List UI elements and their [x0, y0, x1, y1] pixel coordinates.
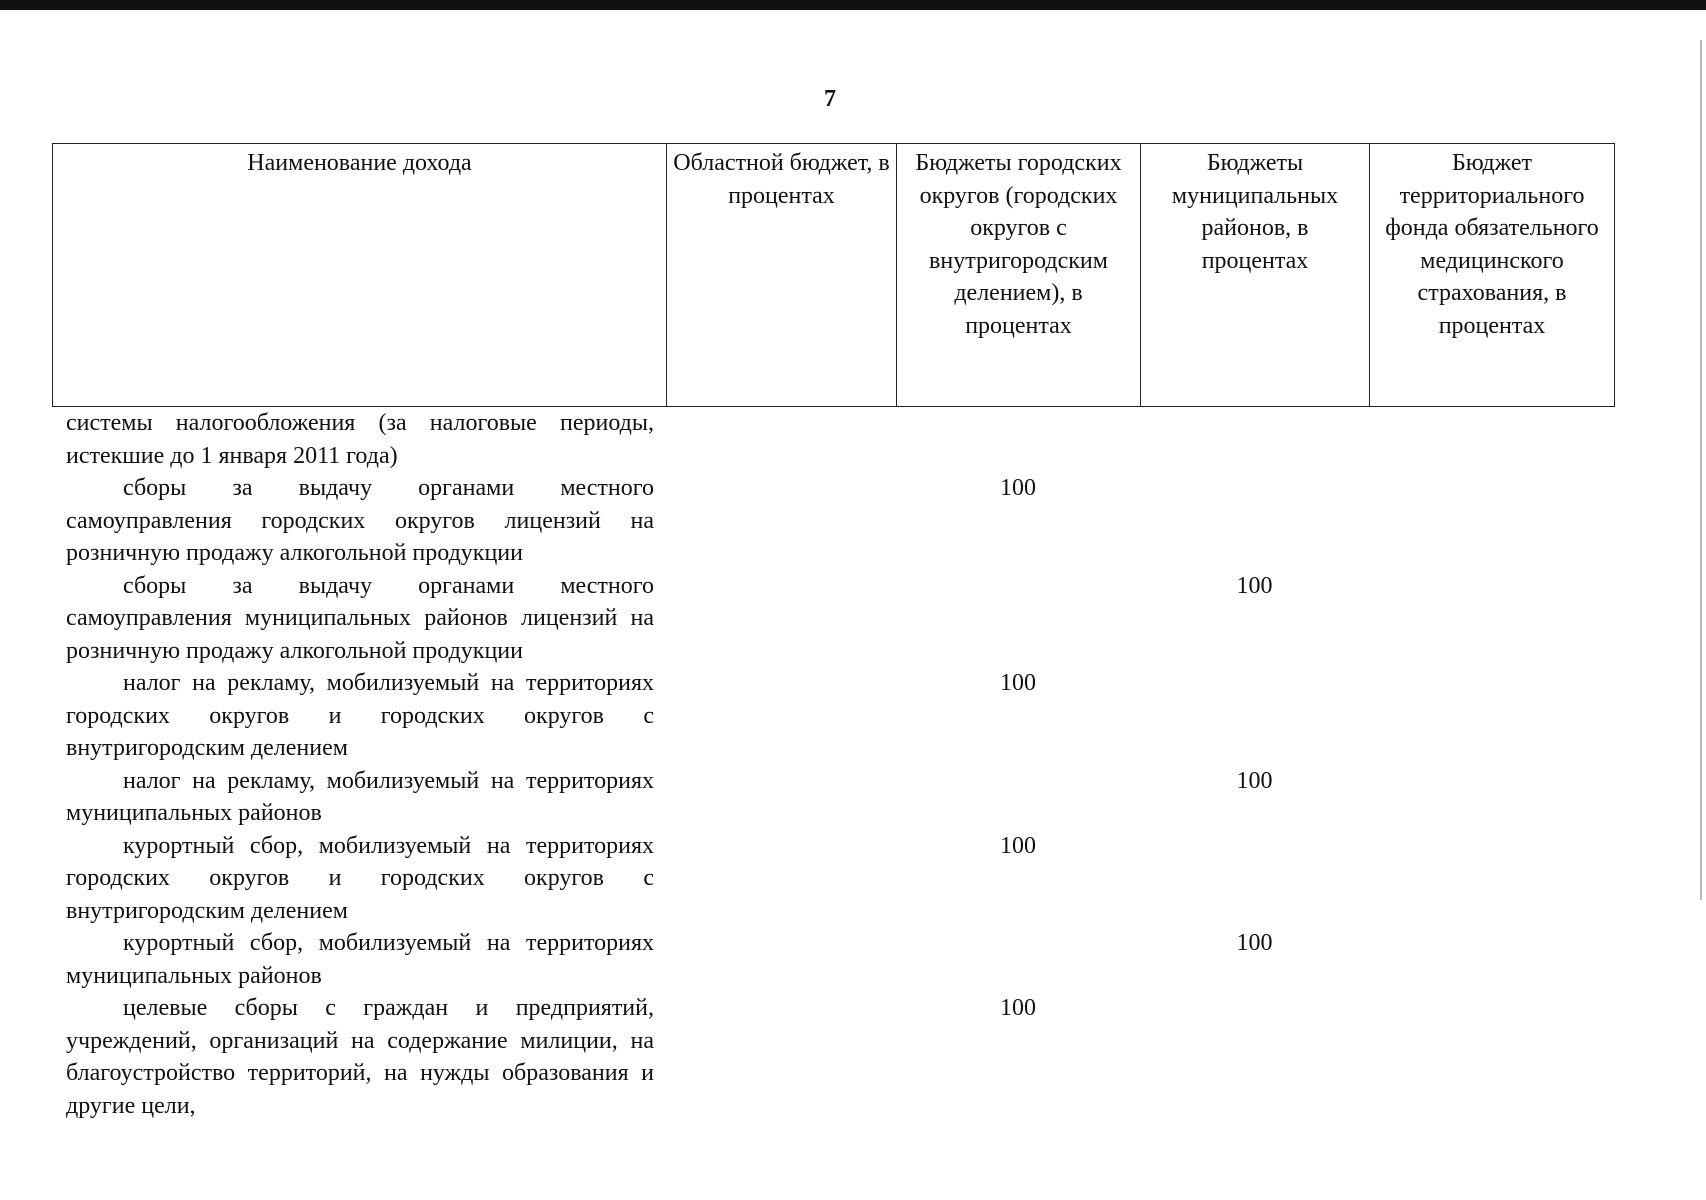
income-name: сборы за выдачу органами местного самоуправления городских округов лицензий на розничную продажу алкогольной продукции: [66, 475, 654, 566]
municipal-districts-value: [1140, 830, 1369, 928]
city-districts-value: 100: [1000, 832, 1036, 859]
page-number: 7: [824, 86, 836, 112]
municipal-districts-value: [1140, 407, 1369, 472]
municipal-districts-value: 100: [1236, 572, 1273, 599]
medical-fund-value: [1369, 667, 1614, 765]
municipal-districts-value: 100: [1236, 767, 1273, 794]
medical-fund-value: [1369, 992, 1614, 1122]
income-name: сборы за выдачу органами местного самоуправления муниципальных районов лицензий на розничную продажу алкогольной продукции: [66, 572, 654, 664]
income-name: налог на рекламу, мобилизуемый на территориях городских округов и городских округов с внутригородским делением: [66, 670, 654, 761]
table-row: [66, 570, 1626, 668]
regional-value: [666, 765, 896, 830]
city-districts-value: 100: [1000, 670, 1036, 696]
income-name: курортный сбор, мобилизуемый на территориях муниципальных районов: [66, 930, 654, 989]
medical-fund-value: [1369, 927, 1614, 992]
income-name: целевые сборы с граждан и предприятий, учреждений, организаций на содержание милиции, на благоустройство территорий, на нужды образования и другие цели,: [66, 995, 654, 1119]
municipal-districts-value: 100: [1236, 930, 1273, 956]
table-body: [66, 407, 1626, 1122]
table-row: [66, 407, 1626, 472]
regional-value: [666, 570, 896, 668]
medical-fund-value: [1369, 830, 1614, 928]
municipal-districts-value: [1140, 992, 1369, 1122]
table-row: [66, 765, 1626, 830]
city-districts-value: [896, 765, 1140, 830]
regional-value: [666, 992, 896, 1122]
regional-value: [666, 667, 896, 765]
medical-fund-value: [1369, 570, 1614, 668]
medical-fund-value: [1369, 765, 1614, 830]
municipal-districts-value: [1140, 472, 1369, 570]
header-regional-budget: Областной бюджет, в процентах: [667, 144, 897, 407]
scan-edge: [1700, 40, 1702, 900]
table-row: [66, 667, 1626, 765]
header-municipal-districts-budget: Бюджеты муниципальных районов, в процентах: [1141, 144, 1370, 407]
city-districts-value: [896, 927, 1140, 992]
income-name: курортный сбор, мобилизуемый на территориях городских округов и городских округов с внутригородским делением: [66, 832, 654, 924]
header-income-name: Наименование дохода: [53, 144, 667, 407]
income-name: налог на рекламу, мобилизуемый на территориях муниципальных районов: [66, 767, 654, 826]
city-districts-value: [896, 570, 1140, 668]
medical-fund-value: [1369, 407, 1614, 472]
page-top-border: [0, 0, 1706, 10]
city-districts-value: [896, 407, 1140, 472]
header-city-districts-budget: Бюджеты городских округов (городских округов с внутригородским делением), в процентах: [897, 144, 1141, 407]
table-row: [66, 927, 1626, 992]
regional-value: [666, 472, 896, 570]
city-districts-value: 100: [1000, 475, 1036, 501]
table-header: [52, 143, 1615, 407]
medical-fund-value: [1369, 472, 1614, 570]
regional-value: [666, 407, 896, 472]
table-row: [66, 472, 1626, 570]
header-medical-fund-budget: Бюджет территориального фонда обязательного медицинского страхования, в процентах: [1370, 144, 1615, 407]
table-row: [66, 992, 1626, 1122]
municipal-districts-value: [1140, 667, 1369, 765]
city-districts-value: 100: [1000, 995, 1036, 1021]
regional-value: [666, 927, 896, 992]
table-row: [66, 830, 1626, 928]
income-name: системы налогообложения (за налоговые периоды, истекшие до 1 января 2011 года): [66, 410, 654, 469]
regional-value: [666, 830, 896, 928]
